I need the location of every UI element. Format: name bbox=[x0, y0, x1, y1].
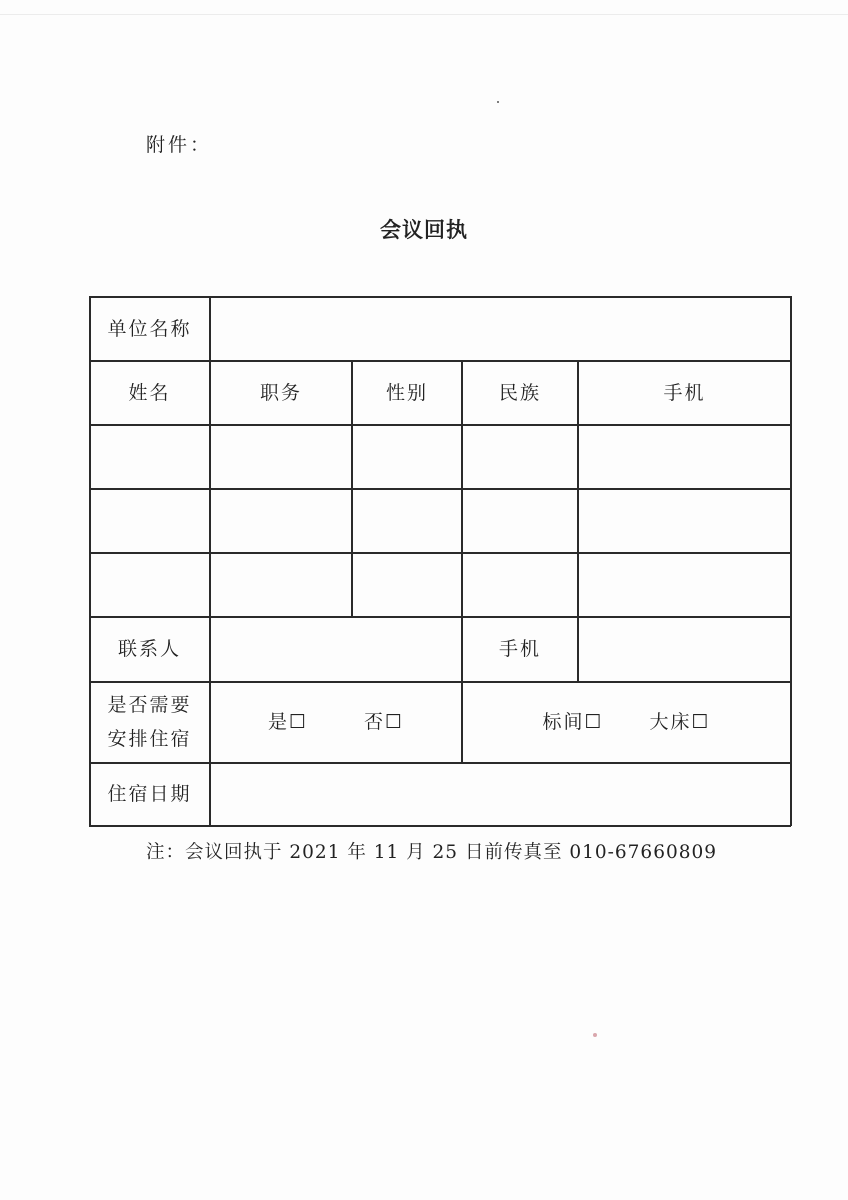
lodging-date-field[interactable] bbox=[211, 763, 790, 825]
mobile-field[interactable] bbox=[579, 425, 790, 488]
ethnicity-field[interactable] bbox=[463, 489, 577, 552]
mobile-field[interactable] bbox=[579, 553, 790, 616]
position-field[interactable] bbox=[211, 489, 351, 552]
ethnicity-field[interactable] bbox=[463, 425, 577, 488]
scan-speck bbox=[593, 1033, 597, 1037]
gender-field[interactable] bbox=[353, 553, 461, 616]
lodging-yes-checkbox[interactable]: 是☐ bbox=[267, 711, 308, 733]
table-border-right bbox=[790, 296, 792, 826]
unit-name-label: 单位名称 bbox=[107, 317, 192, 340]
lodging-no-checkbox[interactable]: 否☐ bbox=[364, 711, 405, 733]
scan-speck bbox=[497, 101, 499, 103]
footer-note: 注：会议回执于 2021 年 11 月 25 日前传真至 010-67660809 bbox=[146, 842, 718, 863]
contact-field[interactable] bbox=[211, 617, 461, 681]
attachment-label: 附件： bbox=[146, 134, 213, 156]
room-type-choice-group bbox=[463, 682, 790, 762]
lodging-label bbox=[90, 682, 209, 762]
gender-field[interactable] bbox=[353, 425, 461, 488]
contact-mobile-field[interactable] bbox=[579, 617, 790, 681]
column-header-position: 职务 bbox=[259, 381, 302, 404]
position-field[interactable] bbox=[211, 425, 351, 488]
standard-room-checkbox[interactable]: 标间☐ bbox=[542, 711, 604, 733]
name-field[interactable] bbox=[90, 553, 209, 616]
column-header-ethnicity: 民族 bbox=[498, 381, 541, 404]
page-title: 会议回执 bbox=[380, 217, 468, 242]
contact-label: 联系人 bbox=[117, 638, 181, 660]
position-field[interactable] bbox=[211, 553, 351, 616]
unit-name-field[interactable] bbox=[211, 297, 790, 360]
king-bed-checkbox[interactable]: 大床☐ bbox=[649, 711, 711, 733]
name-field[interactable] bbox=[90, 489, 209, 552]
mobile-field[interactable] bbox=[579, 489, 790, 552]
lodging-choice-group bbox=[211, 682, 461, 762]
column-header-name: 姓名 bbox=[128, 381, 171, 404]
column-header-gender: 性别 bbox=[385, 381, 428, 404]
column-header-mobile: 手机 bbox=[663, 381, 706, 404]
gender-field[interactable] bbox=[353, 489, 461, 552]
contact-mobile-label: 手机 bbox=[498, 638, 541, 660]
ethnicity-field[interactable] bbox=[463, 553, 577, 616]
lodging-date-label: 住宿日期 bbox=[107, 783, 192, 805]
name-field[interactable] bbox=[90, 425, 209, 488]
table-border-bottom bbox=[89, 825, 791, 827]
lodging-label-line1: 是否需要 bbox=[107, 694, 192, 716]
lodging-label-line2: 安排住宿 bbox=[107, 728, 192, 750]
